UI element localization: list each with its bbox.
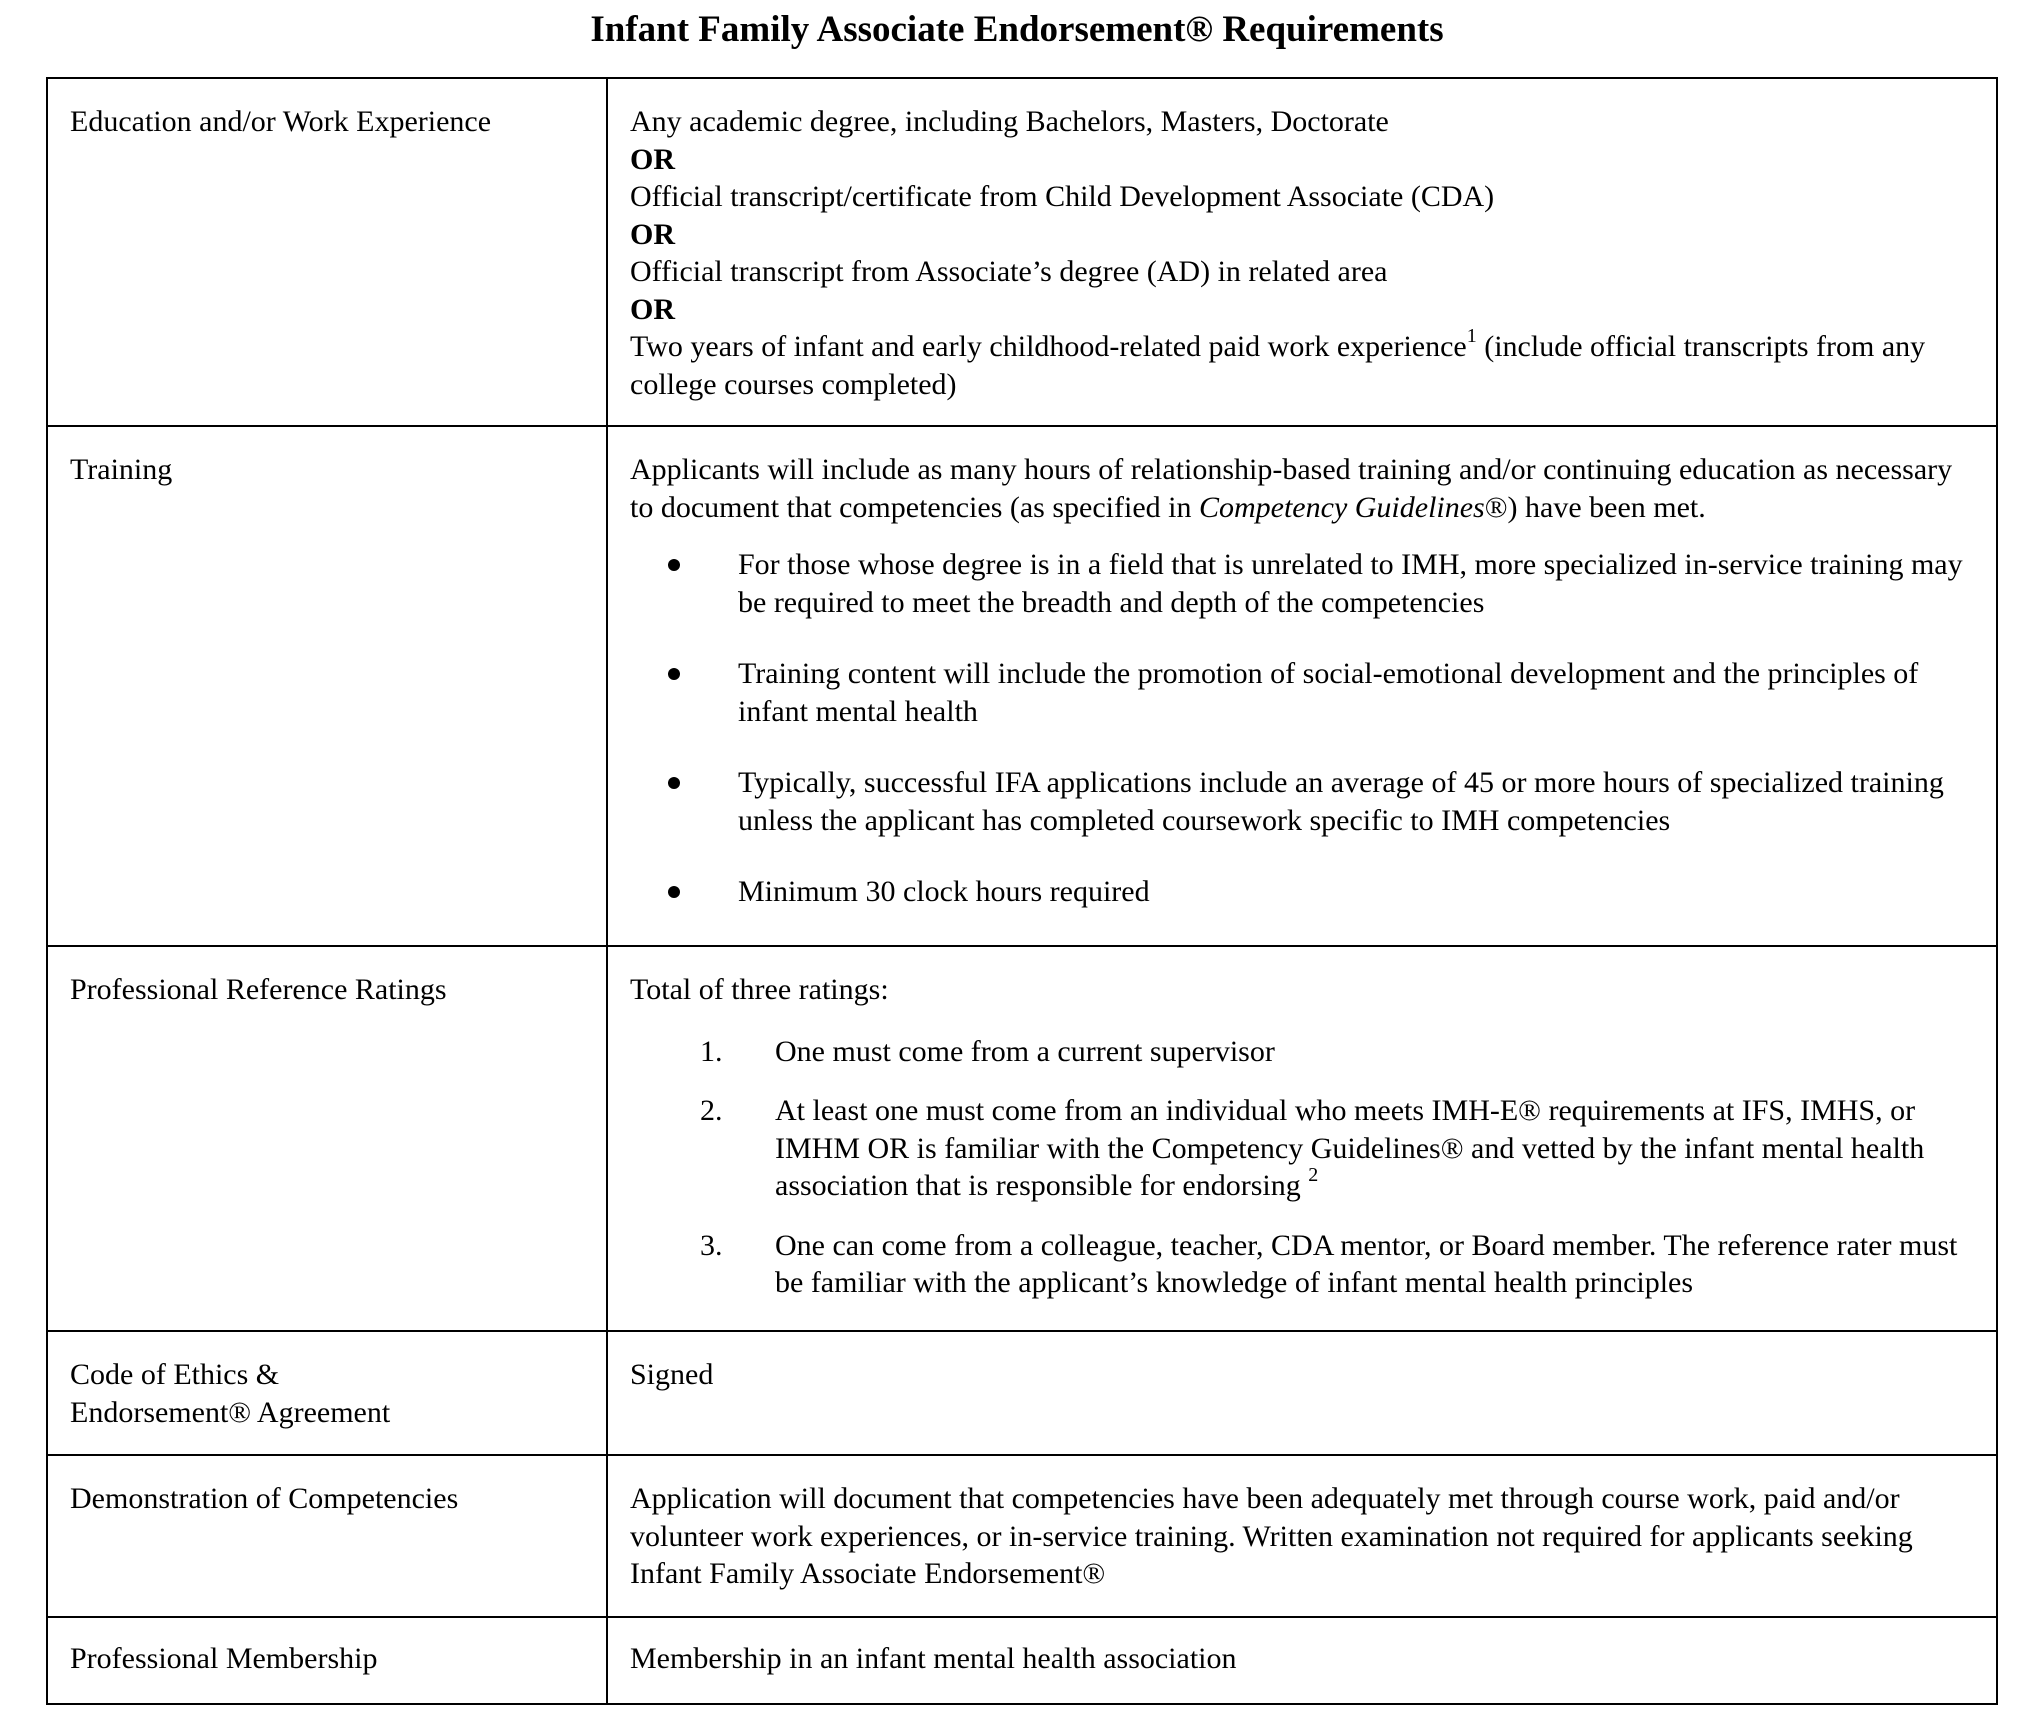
- membership-label: Professional Membership: [70, 1642, 378, 1675]
- ethics-label-line-2: Endorsement® Agreement: [70, 1395, 391, 1429]
- ethics-label-line-1: Code of Ethics &: [70, 1358, 280, 1391]
- training-intro-italic: Competency Guidelines: [1198, 490, 1485, 524]
- table-row-ethics: [47, 1331, 1997, 1455]
- row-label-training: [47, 426, 607, 946]
- row-content-training: [607, 426, 1997, 946]
- education-option-3: Official transcript from Associate’s degree (AD) in related area: [630, 255, 1388, 288]
- item-text: At least one must come from an individual who meets IMH-E® requirements at IFS, IMHS, or IMHM OR is familiar with the Competency Guidelines® and vetted by the infant mental health association that is responsible for endorsing: [775, 1094, 1925, 1202]
- competencies-content: Application will document that competencies have been adequately met through course work, paid and/or volunteer work experiences, or in-service training. Written examination not required for applicants seeking Infant Family Associate Endorsement®: [630, 1482, 1913, 1590]
- bullet-icon: [668, 886, 680, 898]
- table-row-competencies: [47, 1455, 1997, 1617]
- footnote-ref-2: 2: [1308, 1164, 1319, 1186]
- membership-content: Membership in an infant mental health association: [630, 1642, 1237, 1675]
- row-content-education: [607, 78, 1997, 426]
- competencies-label: Demonstration of Competencies: [70, 1482, 459, 1515]
- row-label-competencies: [47, 1455, 607, 1617]
- item-number: 2.: [700, 1094, 723, 1127]
- list-item: [630, 1092, 1974, 1205]
- item-text: One must come from a current supervisor: [775, 1034, 1275, 1068]
- table-row-membership: [47, 1617, 1997, 1704]
- row-content-ethics: [607, 1331, 1997, 1455]
- list-item: [630, 1033, 1974, 1071]
- training-bullet-list: [630, 546, 1974, 911]
- list-item: [630, 764, 1974, 839]
- training-intro-end: ®) have been met.: [1484, 490, 1706, 524]
- or-separator-3: OR: [630, 292, 675, 326]
- bullet-text: Training content will include the promotion of social-emotional development and the principles of infant mental health: [738, 657, 1919, 728]
- row-label-references: [47, 946, 607, 1331]
- references-numbered-list: [630, 1033, 1974, 1302]
- item-text: One can come from a colleague, teacher, CDA mentor, or Board member. The reference rater must be familiar with the applicant’s knowledge of infant mental health principles: [775, 1228, 1958, 1299]
- row-content-membership: [607, 1617, 1997, 1704]
- bullet-icon: [668, 559, 680, 571]
- item-number: 3.: [700, 1228, 723, 1262]
- ethics-content: Signed: [630, 1358, 714, 1391]
- or-separator-1: OR: [630, 142, 675, 176]
- row-content-references: [607, 946, 1997, 1331]
- bullet-icon: [668, 777, 680, 789]
- education-option-1: Any academic degree, including Bachelors, Masters, Doctorate: [630, 105, 1389, 138]
- table-row-references: [47, 946, 1997, 1331]
- bullet-text: Typically, successful IFA applications include an average of 45 or more hours of specialized training unless the applicant has completed coursework specific to IMH competencies: [738, 766, 1944, 837]
- row-label-membership: [47, 1617, 607, 1704]
- row-content-competencies: [607, 1455, 1997, 1617]
- row-label-ethics: [47, 1331, 607, 1455]
- list-item: [630, 873, 1974, 911]
- or-separator-2: OR: [630, 217, 675, 251]
- references-intro: Total of three ratings:: [630, 973, 889, 1006]
- table-row-training: [47, 426, 1997, 946]
- education-label: Education and/or Work Experience: [70, 105, 492, 138]
- bullet-text: For those whose degree is in a field that is unrelated to IMH, more specialized in-service training may be required to meet the breadth and depth of the competencies: [738, 548, 1963, 619]
- list-item: [630, 1227, 1974, 1302]
- education-option-4-text: Two years of infant and early childhood-related paid work experience: [630, 330, 1467, 363]
- item-number: 1.: [700, 1034, 723, 1068]
- bullet-text: Minimum 30 clock hours required: [738, 875, 1150, 908]
- training-label: Training: [70, 453, 173, 486]
- bullet-icon: [668, 668, 680, 680]
- footnote-ref-1: 1: [1466, 325, 1477, 347]
- table-row-education: [47, 78, 1997, 426]
- row-label-education: [47, 78, 607, 426]
- education-option-4: [630, 325, 1974, 403]
- references-label: Professional Reference Ratings: [70, 973, 447, 1006]
- education-option-4-note: (include official transcripts from any college courses completed): [630, 330, 1926, 401]
- list-item: [630, 546, 1974, 621]
- education-option-2: Official transcript/certificate from Child Development Associate (CDA): [630, 180, 1495, 213]
- requirements-table: [46, 77, 1998, 1705]
- page-title: Infant Family Associate Endorsement® Requirements: [590, 9, 1444, 50]
- training-intro-text: Applicants will include as many hours of relationship-based training and/or continuing education as necessary to document that competencies (as specified in: [630, 453, 1953, 524]
- training-intro: [630, 451, 1974, 526]
- list-item: [630, 655, 1974, 730]
